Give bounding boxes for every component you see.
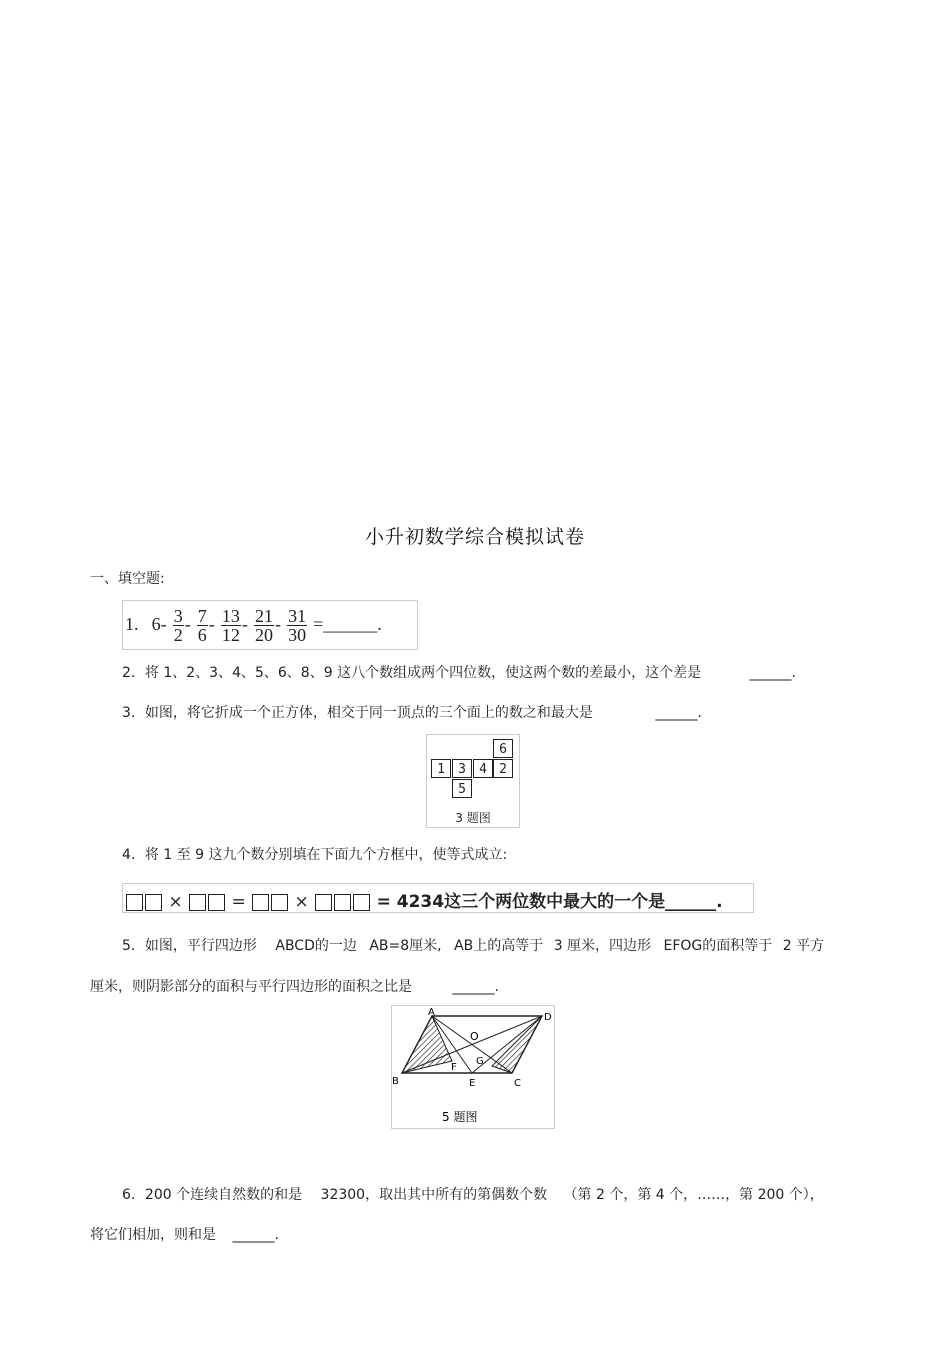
digit-box bbox=[271, 894, 288, 911]
q6-text: （第 2 个，第 4 个，……，第 200 个）， bbox=[563, 1187, 824, 1203]
digit-box bbox=[208, 894, 225, 911]
minus-sign: - bbox=[241, 614, 248, 634]
net-face: 6 bbox=[493, 739, 513, 758]
question-6 bbox=[122, 1184, 862, 1204]
point-label-o: O bbox=[470, 1030, 479, 1043]
q2-answer-blank: ______. bbox=[749, 665, 796, 681]
q1-formula-image bbox=[122, 600, 418, 650]
digit-box bbox=[145, 894, 162, 911]
net-face: 5 bbox=[452, 779, 472, 798]
digit-box bbox=[189, 894, 206, 911]
net-face: 4 bbox=[473, 759, 493, 778]
q1-number: 1. bbox=[125, 614, 139, 634]
q6-text: 将它们相加，则和是 bbox=[90, 1227, 216, 1243]
figure-caption: 3 题图 bbox=[455, 811, 491, 825]
cube-net-figure bbox=[426, 734, 520, 828]
question-4 bbox=[122, 844, 507, 864]
digit-box bbox=[126, 894, 143, 911]
q5-text: ABCD的一边 bbox=[275, 938, 357, 954]
fraction: $\frac{13}{12}$ bbox=[221, 606, 240, 645]
fraction: $\frac{3}{2}$ bbox=[173, 606, 183, 645]
fraction: $\frac{21}{20}$ bbox=[254, 606, 273, 645]
q5-text: 2 平方 bbox=[782, 938, 825, 954]
q5-text: AB=8厘米, bbox=[369, 938, 442, 954]
question-6-line2 bbox=[90, 1224, 279, 1244]
question-3 bbox=[122, 702, 702, 722]
fraction: $\frac{31}{30}$ bbox=[288, 606, 307, 645]
q1-answer-blank: =______. bbox=[313, 614, 382, 634]
times-sign: × bbox=[294, 892, 309, 912]
q4-equation-image bbox=[122, 883, 754, 913]
minus-sign: - bbox=[184, 614, 191, 634]
minus-sign: - bbox=[274, 614, 281, 634]
q5-text: 3 厘米，四边形 bbox=[553, 938, 652, 954]
net-face: 1 bbox=[431, 759, 451, 778]
question-2 bbox=[122, 662, 796, 682]
q5-answer-blank: ______. bbox=[452, 979, 499, 995]
q5-text: EFOG的面积等于 bbox=[663, 938, 773, 954]
digit-box bbox=[252, 894, 269, 911]
question-5 bbox=[122, 935, 862, 955]
minus-sign: - bbox=[160, 614, 167, 634]
vertex-label-c: C bbox=[514, 1078, 521, 1089]
q6-answer-blank: ______. bbox=[232, 1227, 279, 1243]
fraction: $\frac{7}{6}$ bbox=[197, 606, 207, 645]
q4-tail-text: 这三个两位数中最大的一个是______. bbox=[444, 892, 723, 912]
equals-sign: = bbox=[231, 892, 246, 912]
q6-text: 6．200 个连续自然数的和是 bbox=[122, 1187, 303, 1203]
digit-box bbox=[315, 894, 332, 911]
times-sign: × bbox=[168, 892, 183, 912]
q4-result: = 4234 bbox=[376, 892, 445, 912]
page-title: 小升初数学综合模拟试卷 bbox=[364, 526, 585, 548]
point-label-g: G bbox=[476, 1056, 484, 1067]
section-heading: 一、填空题: bbox=[90, 571, 165, 587]
q6-text: 32300，取出其中所有的第偶数个数 bbox=[320, 1187, 548, 1203]
net-face: 2 bbox=[493, 759, 513, 778]
parallelogram-figure bbox=[391, 1005, 555, 1129]
figure-caption: 5 题图 bbox=[442, 1110, 478, 1124]
digit-box bbox=[334, 894, 351, 911]
vertex-label-d: D bbox=[544, 1012, 552, 1023]
net-face: 3 bbox=[452, 759, 472, 778]
q1-lead: 6 bbox=[151, 614, 161, 634]
vertex-label-b: B bbox=[392, 1076, 399, 1087]
parallelogram-diagram bbox=[392, 1006, 554, 1128]
q3-answer-blank: ______. bbox=[655, 705, 702, 721]
question-5-line2 bbox=[90, 976, 499, 996]
q5-text: AB上的高等于 bbox=[454, 938, 544, 954]
q4-text: 4．将 1 至 9 这九个数分别填在下面九个方框中，使等式成立: bbox=[122, 847, 508, 863]
q2-text: 2．将 1、2、3、4、5、6、8、9 这八个数组成两个四位数，使这两个数的差最小，这个差是 bbox=[122, 665, 702, 681]
q5-text: 5．如图，平行四边形 bbox=[122, 938, 257, 954]
q5-text: 厘米，则阴影部分的面积与平行四边形的面积之比是 bbox=[90, 979, 412, 995]
point-label-e: E bbox=[469, 1078, 476, 1089]
minus-sign: - bbox=[208, 614, 215, 634]
point-label-f: F bbox=[451, 1062, 457, 1073]
vertex-label-a: A bbox=[428, 1007, 435, 1018]
digit-box bbox=[353, 894, 370, 911]
q3-text: 3．如图，将它折成一个正方体，相交于同一顶点的三个面上的数之和最大是 bbox=[122, 705, 593, 721]
